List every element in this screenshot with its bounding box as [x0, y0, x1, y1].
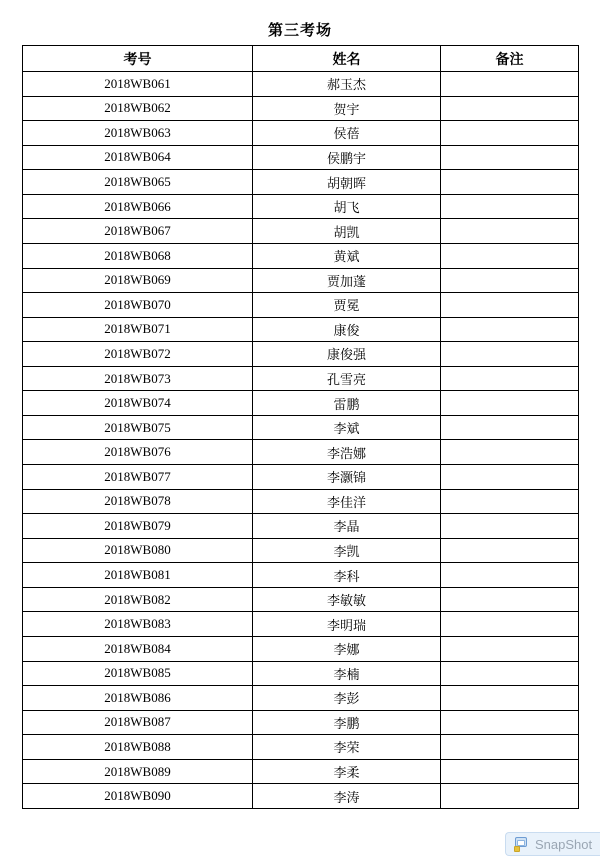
snapshot-icon-accent	[514, 846, 520, 852]
remark-cell	[441, 96, 579, 121]
remark-cell	[441, 219, 579, 244]
column-header-exam-no: 考号	[23, 46, 253, 72]
exam-no-cell: 2018WB079	[23, 514, 253, 539]
exam-no-cell: 2018WB082	[23, 587, 253, 612]
remark-cell	[441, 563, 579, 588]
remark-cell	[441, 415, 579, 440]
remark-cell	[441, 661, 579, 686]
remark-cell	[441, 710, 579, 735]
table-row	[23, 145, 579, 170]
remark-cell	[441, 465, 579, 490]
table-row	[23, 784, 579, 809]
exam-no-cell: 2018WB065	[23, 170, 253, 195]
name-cell: 李娜	[253, 636, 441, 661]
name-cell: 康俊	[253, 317, 441, 342]
name-cell: 黄斌	[253, 243, 441, 268]
exam-no-cell: 2018WB084	[23, 636, 253, 661]
remark-cell	[441, 342, 579, 367]
name-cell: 李浩娜	[253, 440, 441, 465]
table-row	[23, 465, 579, 490]
snapshot-icon	[513, 837, 529, 852]
name-cell: 李鹏	[253, 710, 441, 735]
table-row	[23, 243, 579, 268]
remark-cell	[441, 759, 579, 784]
name-cell: 李柔	[253, 759, 441, 784]
name-cell: 雷鹏	[253, 391, 441, 416]
name-cell: 贾冕	[253, 293, 441, 318]
table-row	[23, 489, 579, 514]
table-row	[23, 440, 579, 465]
snapshot-icon-window-front	[517, 840, 525, 846]
exam-no-cell: 2018WB090	[23, 784, 253, 809]
remark-cell	[441, 612, 579, 637]
name-cell: 侯蓓	[253, 121, 441, 146]
exam-no-cell: 2018WB062	[23, 96, 253, 121]
remark-cell	[441, 121, 579, 146]
table-row	[23, 72, 579, 97]
table-row	[23, 96, 579, 121]
remark-cell	[441, 489, 579, 514]
exam-no-cell: 2018WB070	[23, 293, 253, 318]
page-title: 第三考场	[267, 23, 332, 39]
table-row	[23, 268, 579, 293]
table-row	[23, 219, 579, 244]
name-cell: 侯鹏宇	[253, 145, 441, 170]
remark-cell	[441, 268, 579, 293]
exam-no-cell: 2018WB071	[23, 317, 253, 342]
remark-cell	[441, 145, 579, 170]
exam-no-cell: 2018WB064	[23, 145, 253, 170]
exam-no-cell: 2018WB073	[23, 366, 253, 391]
name-cell: 李科	[253, 563, 441, 588]
exam-no-cell: 2018WB068	[23, 243, 253, 268]
table-row	[23, 612, 579, 637]
table-row	[23, 170, 579, 195]
name-cell: 李佳洋	[253, 489, 441, 514]
table-row	[23, 293, 579, 318]
exam-no-cell: 2018WB087	[23, 710, 253, 735]
column-header-name: 姓名	[253, 46, 441, 72]
remark-cell	[441, 587, 579, 612]
exam-no-cell: 2018WB067	[23, 219, 253, 244]
table-row	[23, 415, 579, 440]
name-cell: 胡朝晖	[253, 170, 441, 195]
remark-cell	[441, 636, 579, 661]
exam-no-cell: 2018WB083	[23, 612, 253, 637]
table-row	[23, 563, 579, 588]
remark-cell	[441, 317, 579, 342]
table-row	[23, 391, 579, 416]
name-cell: 李斌	[253, 415, 441, 440]
table-row	[23, 121, 579, 146]
remark-cell	[441, 243, 579, 268]
exam-no-cell: 2018WB074	[23, 391, 253, 416]
name-cell: 李凯	[253, 538, 441, 563]
exam-no-cell: 2018WB069	[23, 268, 253, 293]
exam-no-cell: 2018WB066	[23, 194, 253, 219]
exam-no-cell: 2018WB077	[23, 465, 253, 490]
name-cell: 贺宇	[253, 96, 441, 121]
name-cell: 胡凯	[253, 219, 441, 244]
table-row	[23, 735, 579, 760]
table-row	[23, 759, 579, 784]
remark-cell	[441, 293, 579, 318]
remark-cell	[441, 366, 579, 391]
table-row	[23, 636, 579, 661]
exam-no-cell: 2018WB081	[23, 563, 253, 588]
table-row	[23, 342, 579, 367]
name-cell: 李彭	[253, 686, 441, 711]
exam-roster-table	[22, 45, 579, 809]
table-row	[23, 194, 579, 219]
remark-cell	[441, 784, 579, 809]
column-header-remark: 备注	[441, 46, 579, 72]
name-cell: 李涛	[253, 784, 441, 809]
name-cell: 李明瑞	[253, 612, 441, 637]
remark-cell	[441, 538, 579, 563]
table-row	[23, 538, 579, 563]
exam-no-cell: 2018WB078	[23, 489, 253, 514]
remark-cell	[441, 170, 579, 195]
table-row	[23, 366, 579, 391]
exam-no-cell: 2018WB076	[23, 440, 253, 465]
name-cell: 李楠	[253, 661, 441, 686]
exam-no-cell: 2018WB072	[23, 342, 253, 367]
table-row	[23, 710, 579, 735]
exam-no-cell: 2018WB089	[23, 759, 253, 784]
remark-cell	[441, 72, 579, 97]
table-row	[23, 587, 579, 612]
name-cell: 孔雪亮	[253, 366, 441, 391]
name-cell: 李荣	[253, 735, 441, 760]
exam-no-cell: 2018WB075	[23, 415, 253, 440]
table-row	[23, 686, 579, 711]
name-cell: 贾加蓬	[253, 268, 441, 293]
name-cell: 郝玉杰	[253, 72, 441, 97]
remark-cell	[441, 514, 579, 539]
exam-no-cell: 2018WB088	[23, 735, 253, 760]
name-cell: 李敏敏	[253, 587, 441, 612]
remark-cell	[441, 194, 579, 219]
name-cell: 康俊强	[253, 342, 441, 367]
exam-no-cell: 2018WB085	[23, 661, 253, 686]
remark-cell	[441, 391, 579, 416]
table-row	[23, 661, 579, 686]
remark-cell	[441, 440, 579, 465]
table-row	[23, 514, 579, 539]
snapshot-label: SnapShot	[535, 836, 593, 852]
remark-cell	[441, 735, 579, 760]
exam-no-cell: 2018WB080	[23, 538, 253, 563]
table-row	[23, 317, 579, 342]
name-cell: 胡飞	[253, 194, 441, 219]
name-cell: 李灏锦	[253, 465, 441, 490]
name-cell: 李晶	[253, 514, 441, 539]
header-row	[23, 46, 579, 72]
remark-cell	[441, 686, 579, 711]
snapshot-badge[interactable]	[505, 832, 600, 856]
exam-no-cell: 2018WB063	[23, 121, 253, 146]
exam-no-cell: 2018WB061	[23, 72, 253, 97]
exam-no-cell: 2018WB086	[23, 686, 253, 711]
